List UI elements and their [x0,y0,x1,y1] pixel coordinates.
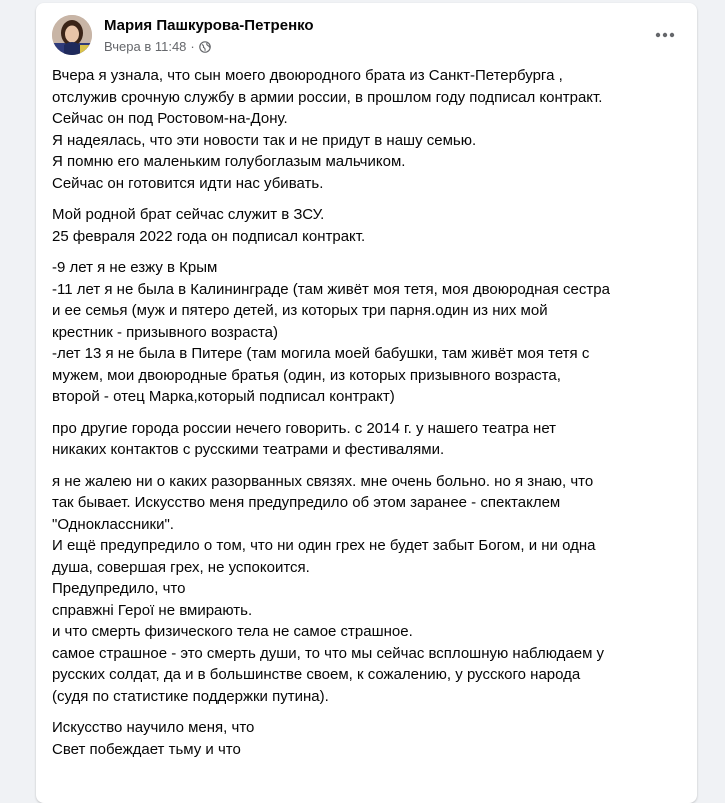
post-text-line: справжні Герої не вмирають. [52,601,253,619]
post-text-line: Сейчас он под Ростовом-на-Дону. [52,110,288,127]
post-paragraph [52,257,684,408]
post-text-line: "Одноклассники". [52,515,174,533]
post-text-line: -9 лет я не езжу в Крым [52,259,218,276]
post-text-line: Искусство научило меня, что [52,719,255,736]
post-text-line: И ещё предупредило о том, что ни один грех не будет забыт Богом, и ни одна [52,537,596,554]
more-icon [655,32,675,38]
post-text-line: Свет побеждает тьму и что [52,740,241,758]
globe-icon[interactable] [199,41,211,53]
post-text-line: -лет 13 я не была в Питере (там могила моей бабушки, там живёт моя тетя с [52,345,590,362]
meta-separator: · [190,39,195,54]
post-text-line: так бывает. Искусство меня предупредило об этом заранее - спектаклем [52,494,561,511]
post-text-line: я не жалею ни о каких разорванных связях. мне очень больно. но я знаю, что [52,472,594,490]
post-card [36,3,697,803]
post-text-line: Вчера я узнала, что сын моего двоюродного брата из Санкт-Петербурга , [52,67,563,84]
post-text-line: второй - отец Марка,который подписал контракт) [52,388,395,405]
post-text-line: Сейчас он готовится идти нас убивать. [52,174,324,192]
post-meta [104,39,211,54]
post-text-line: Предупредило, что [52,580,186,597]
post-header [52,15,681,55]
post-paragraph [52,418,684,461]
avatar[interactable] [52,15,92,55]
post-paragraph [52,717,684,760]
post-paragraph [52,204,684,247]
post-text-line: русских солдат, да и в большинстве своем, к сожалению, у русского народа [52,666,581,683]
avatar-image [52,15,92,55]
post-text-line: Я надеялась, что эти новости так и не придут в нашу семью. [52,131,477,149]
post-text-line: 25 февраля 2022 года он подписал контракт. [52,227,366,245]
post-text-line: и ее семья (муж и пятеро детей, из которых три парня.один из них мой [52,302,548,319]
more-options-button[interactable] [649,19,681,51]
post-text-line: про другие города россии нечего говорить. с 2014 г. у нашего театра нет [52,419,557,437]
post-text-line: Мой родной брат сейчас служит в ЗСУ. [52,206,325,223]
post-text-line: крестник - призывного возраста) [52,323,278,341]
post-text-line: мужем, мои двоюродные братья (один, из которых призывного возраста, [52,366,561,384]
post-text-line: душа, совершая грех, не успокоится. [52,558,310,576]
post-text-line: самое страшное - это смерть души, то что мы сейчас всплошную наблюдаем у [52,644,605,662]
post-text-line: и что смерть физического тела не самое страшное. [52,623,413,640]
post-text-line: (судя по статистике поддержки путина). [52,687,329,705]
post-text-line: -11 лет я не была в Калининграде (там живёт моя тетя, моя двоюродная сестра [52,280,610,298]
post-text-line: Я помню его маленьким голубоглазым мальчиком. [52,153,406,170]
post-timestamp[interactable]: Вчера в 11:48 [104,39,187,54]
post-text-line: никаких контактов с русскими театрами и фестивалями. [52,441,445,458]
post-text [52,65,684,770]
post-text-line: отслужив срочную службу в армии россии, в прошлом году подписал контракт. [52,88,603,106]
post-paragraph [52,471,684,708]
author-name[interactable]: Мария Пашкурова-Петренко [104,17,314,34]
post-paragraph [52,65,684,194]
